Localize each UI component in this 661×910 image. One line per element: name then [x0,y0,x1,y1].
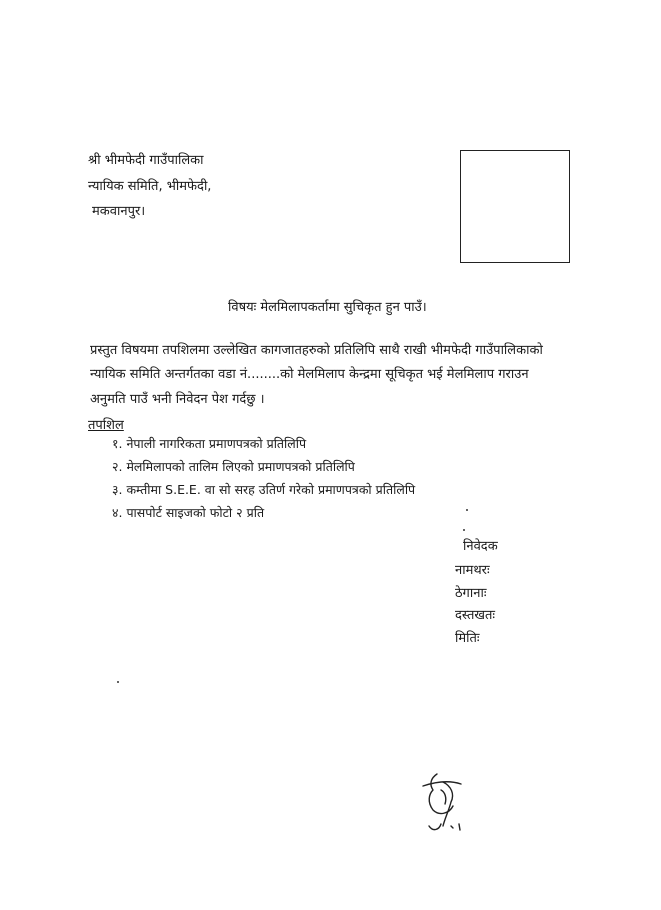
handwritten-signature [415,770,475,840]
stray-mark [463,529,465,531]
list-item: ४. पासपोर्ट साइजको फोटो २ प्रति [112,505,265,520]
list-item: ३. कम्तीमा S.E.E. वा सो सरह उतिर्ण गरेको प्रमाणपत्रको प्रतिलिपि [112,482,416,497]
applicant-address-label: ठेगानाः [455,586,487,601]
stray-mark [466,509,468,511]
applicant-signature-label: दस्तखतः [455,608,496,623]
applicant-name-label: नामथरः [455,563,490,578]
list-item: १. नेपाली नागरिकता प्रमाणपत्रको प्रतिलिपि [112,436,307,451]
address-line-3: मकवानपुर। [92,204,146,219]
photo-box [460,150,570,263]
list-item: २. मेलमिलापको तालिम लिएको प्रमाणपत्रको प्रतिलिपि [112,459,355,474]
address-line-1: श्री भीमफेदी गाउँपालिका [88,153,204,168]
details-heading: तपशिल [88,418,124,433]
stray-mark [117,681,119,683]
applicant-date-label: मितिः [455,631,480,646]
subject-line: विषयः मेलमिलापकर्तामा सुचिकृत हुन पाउँ। [228,300,427,315]
body-line-3: अनुमति पाउँ भनी निवेदन पेश गर्दछु । [90,392,265,407]
body-line-2: न्यायिक समिति अन्तर्गतका वडा नं........को मेलमिलाप केन्द्रमा सूचिकृत भई मेलमिलाप गराउन [90,367,529,382]
body-line-1: प्रस्तुत विषयमा तपशिलमा उल्लेखित कागजातहरुको प्रतिलिपि साथै राखी भीमफेदी गाउँपालिकाको [90,343,543,358]
applicant-heading: निवेदक [463,539,498,554]
address-line-2: न्यायिक समिति, भीमफेदी, [88,179,212,194]
